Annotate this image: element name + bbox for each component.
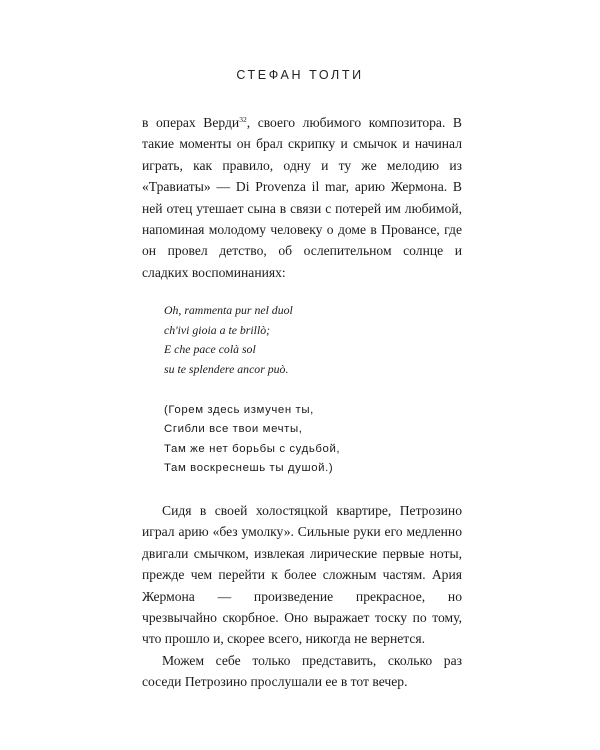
verse-italian [142,301,462,379]
paragraph-1-start: в операх Верди [142,115,240,130]
verse-italian-line: E che pace colà sol [164,342,256,357]
paragraph-1 [142,112,462,283]
verse-russian [142,401,462,479]
verse-russian-line: Сгибли все твои мечты, [164,423,303,436]
paragraph-3: Можем себе только представить, сколько раз соседи Петрозино прослушали ее в тот вечер. [142,652,462,690]
verse-italian-line: Oh, rammenta pur nel duol [164,303,293,318]
paragraph-1-rest: , своего любимого композитора. В такие моменты он брал скрипку и смычок и начинал играть, как правило, одну и ту же мелодию из «Травиаты» — Di Provenza il mar, арию Жермона. В ней отец утешает сына в связи с потерей им любимой, напоминая молодому человеку о доме в Провансе, где он провел детство, об ослепительном солнце и сладких воспоминаниях: [142,115,462,280]
verse-italian-line: ch'ivi gioia a te brillò; [164,322,271,337]
body-text [142,112,462,693]
running-head: СТЕФАН ТОЛТИ [236,68,364,82]
paragraph-2: Сидя в своей холостяцкой квартире, Петрозино играл арию «без умолку». Сильные руки его медленно двигали смычком, извлекая лирические первые ноты, прежде чем перейти к более сложным частям. Ария Жермона — произведение прекрасное, но чрезвычайно скорбное. Оно выражает тоску по тому, что прошло и, скорее всего, никогда не вернется. [142,503,462,647]
verse-russian-line: Там же нет борьбы с судьбой, [164,442,341,455]
verse-russian-line: (Горем здесь измучен ты, [164,403,314,416]
verse-russian-line: Там воскреснешь ты душой.) [164,462,334,475]
footnote-ref: 32 [239,115,247,124]
verse-italian-line: su te splendere ancor può. [164,362,289,377]
